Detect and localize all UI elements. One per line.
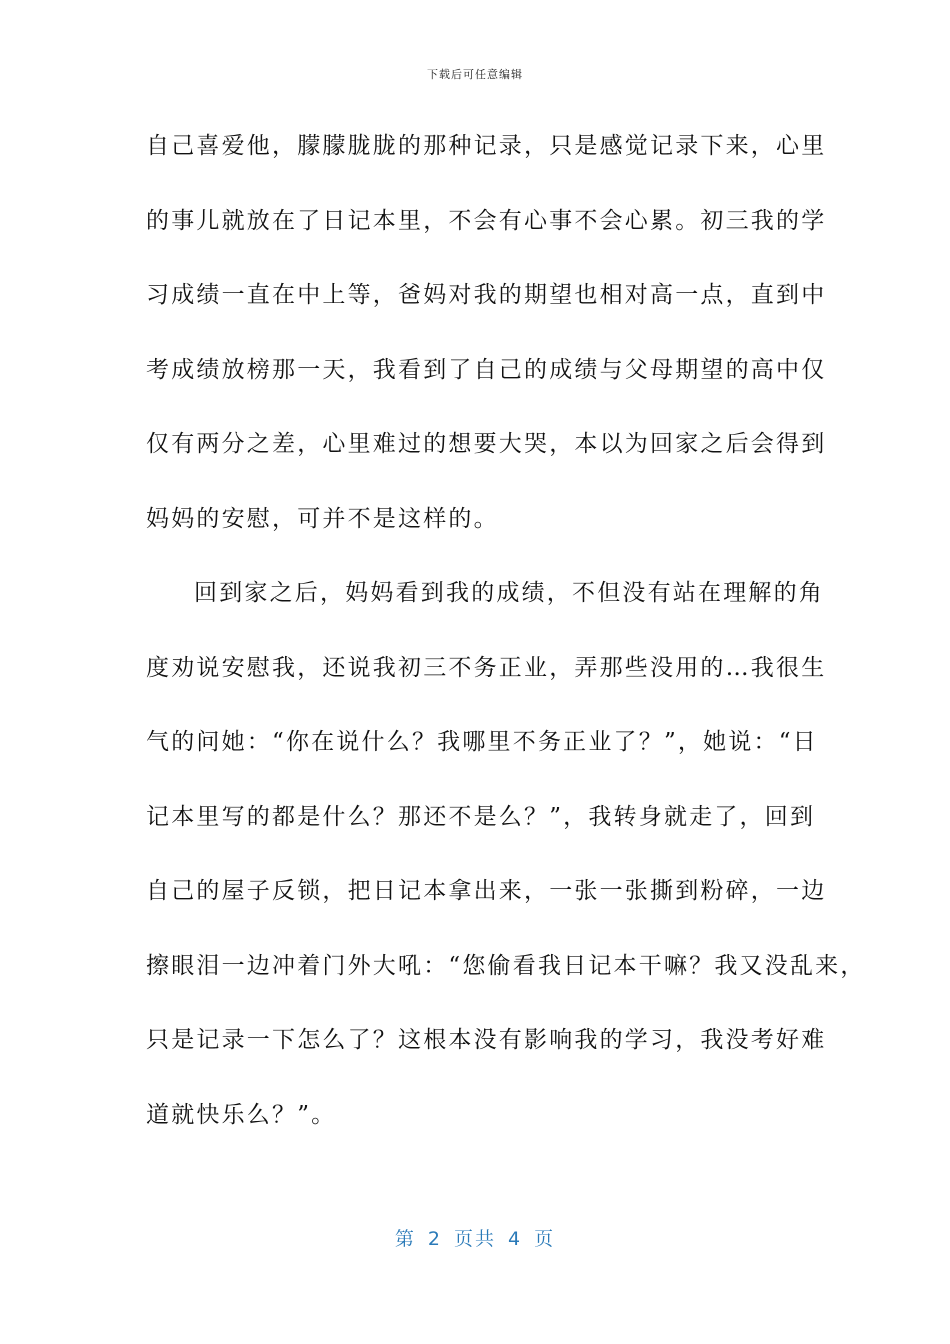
body-line-8: 度劝说安慰我，还说我初三不务正业，弄那些没用的…我很生	[146, 654, 827, 681]
page-footer	[0, 1224, 950, 1251]
body-line-4: 考成绩放榜那一天，我看到了自己的成绩与父母期望的高中仅	[146, 356, 827, 383]
body-line-11: 自己的屋子反锁，把日记本拿出来，一张一张撕到粉碎，一边	[146, 878, 827, 904]
body-line-12: 擦眼泪一边冲着门外大吼：“您偷看我日记本干嘛？我又没乱来，	[146, 952, 866, 979]
body-line-9: 气的问她：“你在说什么？我哪里不务正业了？”，她说：“日	[146, 729, 818, 755]
footer-current-page: 2	[427, 1228, 442, 1250]
body-line-5: 仅有两分之差，心里难过的想要大哭，本以为回家之后会得到	[146, 431, 827, 457]
footer-suffix: 页	[534, 1228, 556, 1250]
body-line-1: 自己喜爱他，朦朦胧胧的那种记录，只是感觉记录下来，心里	[146, 133, 827, 159]
body-line-2: 的事儿就放在了日记本里，不会有心事不会心累。初三我的学	[146, 207, 827, 234]
body-line-7: 回到家之后，妈妈看到我的成绩，不但没有站在理解的角	[194, 580, 824, 606]
footer-total-pages: 4	[508, 1228, 523, 1250]
page-header: 下载后可任意编辑	[427, 68, 523, 81]
footer-middle: 页共	[453, 1228, 496, 1250]
document-body	[146, 126, 866, 1169]
body-line-3: 习成绩一直在中上等，爸妈对我的期望也相对高一点，直到中	[146, 282, 827, 308]
body-line-10: 记本里写的都是什么？那还不是么？”，我转身就走了，回到	[146, 803, 816, 830]
body-line-14: 道就快乐么？”。	[146, 1101, 337, 1128]
body-line-13: 只是记录一下怎么了？这根本没有影响我的学习，我没考好难	[146, 1027, 827, 1053]
body-line-6: 妈妈的安慰，可并不是这样的。	[146, 505, 499, 532]
footer-prefix: 第	[394, 1228, 416, 1250]
